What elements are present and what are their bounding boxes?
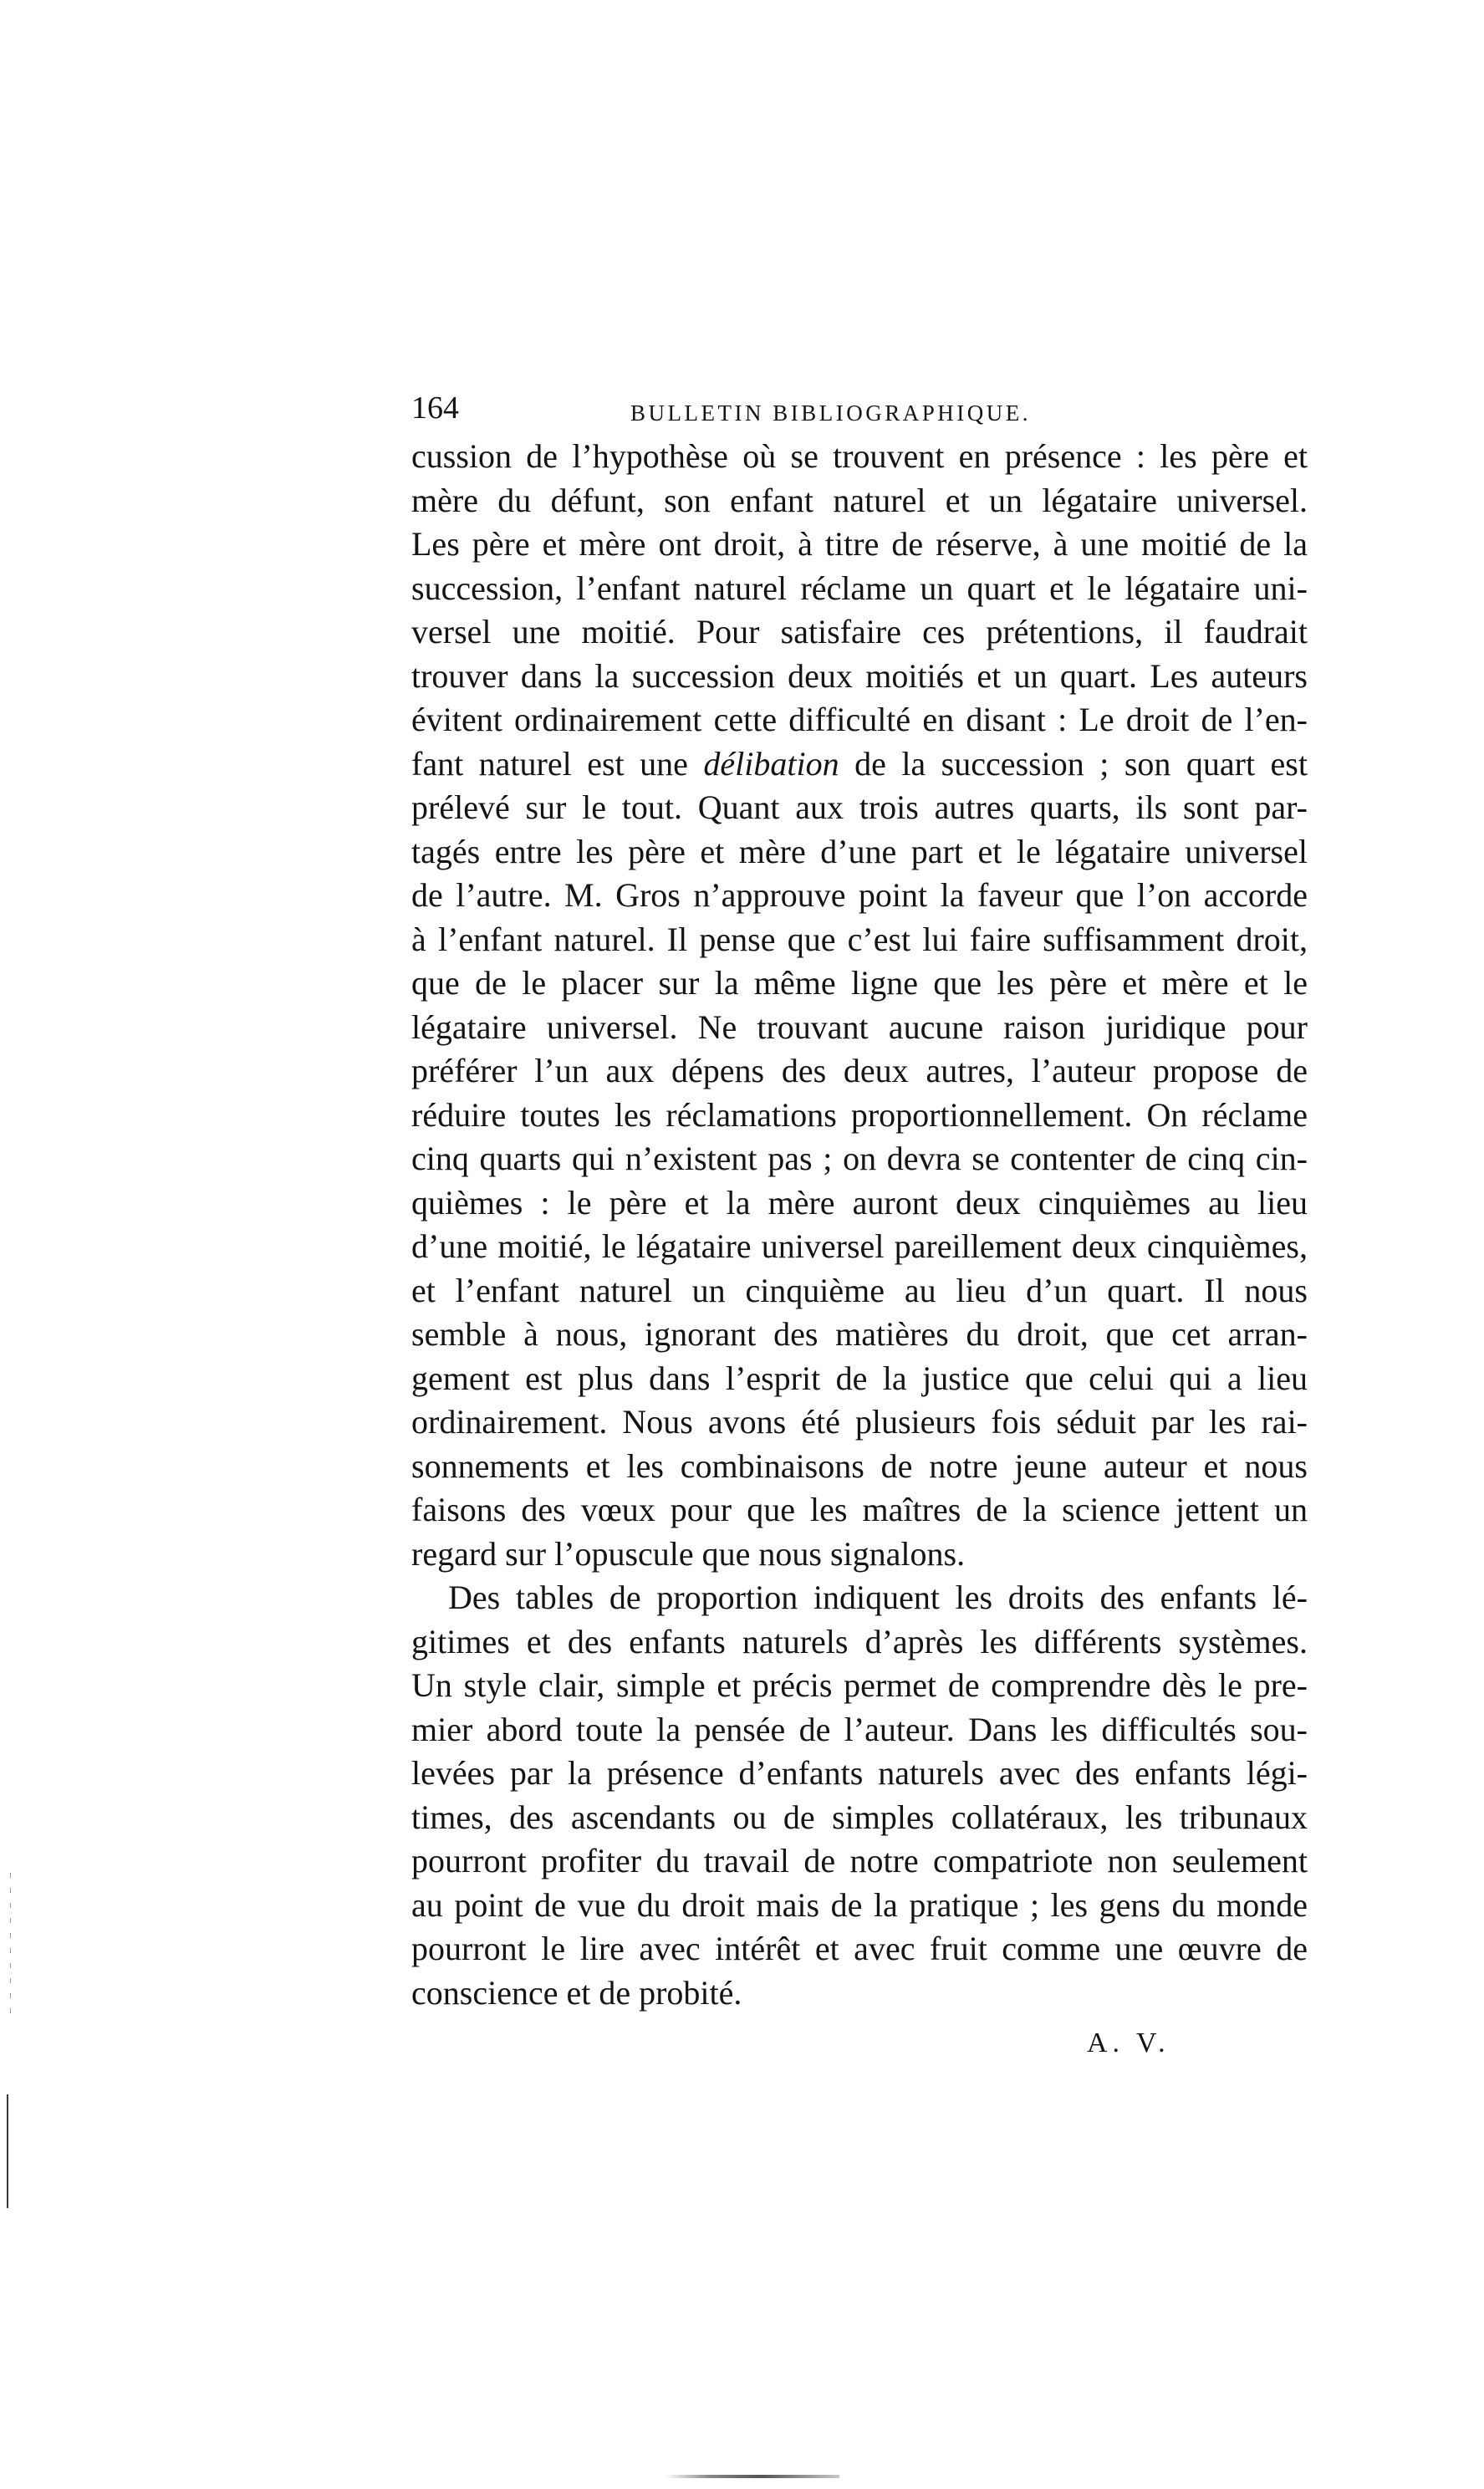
text-line: gement est plus dans l’esprit de la justice que celui qui a lieu — [411, 1359, 1308, 1397]
text-line: semble à nous, ignorant des matières du droit, que cet arran- — [411, 1315, 1308, 1353]
text-line: légataire universel. Ne trouvant aucune raison juridique pour — [411, 1007, 1308, 1046]
text-line: pourront profiter du travail de notre compatriote non seulement — [411, 1842, 1308, 1880]
text-line: trouver dans la succession deux moitiés et un quart. Les auteurs — [411, 656, 1308, 695]
text-line: et l’enfant naturel un cinquième au lieu d’un quart. Il nous — [411, 1271, 1308, 1309]
text-line: Un style clair, simple et précis permet de comprendre dès le pre- — [411, 1666, 1308, 1704]
text-line: préférer l’un aux dépens des deux autres, l’auteur propose de — [411, 1052, 1308, 1089]
text-line: réduire toutes les réclamations proportionnellement. On réclame — [411, 1095, 1308, 1134]
text-line: au point de vue du droit mais de la pratique ; les gens du monde — [411, 1885, 1308, 1924]
text-line: mier abord toute la pensée de l’auteur. Dans les difficultés sou- — [411, 1710, 1308, 1748]
text-line: Des tables de proportion indiquent les droits des enfants lé- — [448, 1579, 1308, 1616]
text-line: gitimes et des enfants naturels d’après les différents systèmes. — [411, 1622, 1308, 1660]
paragraph-1 — [411, 435, 1308, 1576]
page-header — [411, 383, 1308, 433]
page-number: 164 — [411, 390, 459, 426]
running-head: BULLETIN BIBLIOGRAPHIQUE. — [630, 400, 1031, 426]
text-line: évitent ordinairement cette difficulté en disant : Le droit de l’en- — [411, 701, 1308, 738]
text-line: pourront le lire avec intérêt et avec fruit comme une œuvre de — [411, 1930, 1308, 1967]
text-line: versel une moitié. Pour satisfaire ces prétentions, il faudrait — [411, 613, 1308, 650]
text-line: conscience et de probité. — [411, 1973, 742, 2012]
text-line: que de le placer sur la même ligne que les père et mère et le — [411, 964, 1308, 1002]
text-line: regard sur l’opuscule que nous signalons. — [411, 1534, 966, 1573]
text-line: cussion de l’hypothèse où se trouvent en présence : les père et — [411, 437, 1308, 475]
paragraph-2 — [411, 1576, 1308, 2015]
text-line: faisons des vœux pour que les maîtres de la science jettent un — [411, 1491, 1308, 1528]
text-line: quièmes : le père et la mère auront deux cinquièmes au lieu — [411, 1183, 1308, 1222]
text-line: sonnements et les combinaisons de notre jeune auteur et nous — [411, 1446, 1308, 1485]
text-line: levées par la présence d’enfants naturels avec des enfants légi- — [411, 1754, 1308, 1792]
left-edge-scan-dots — [10, 1873, 11, 2023]
text-line: succession, l’enfant naturel réclame un quart et le légataire uni- — [411, 569, 1308, 607]
text-line: d’une moitié, le légataire universel pareillement deux cinquièmes, — [411, 1227, 1308, 1265]
signature: A. V. — [1087, 2027, 1170, 2058]
text-line: tagés entre les père et mère d’une part et le légataire universel — [411, 832, 1308, 870]
text-line: Les père et mère ont droit, à titre de réserve, à une moitié de la — [411, 525, 1308, 563]
text-line: de l’autre. M. Gros n’approuve point la faveur que l’on accorde — [411, 876, 1308, 914]
text-line: fant naturel est une délibation de la succession ; son quart est — [411, 744, 1308, 783]
text-line: à l’enfant naturel. Il pense que c’est lui faire suffisamment droit, — [411, 920, 1308, 958]
body-text — [411, 435, 1308, 2015]
text-line: ordinairement. Nous avons été plusieurs fois séduit par les rai- — [411, 1403, 1308, 1441]
text-line: times, des ascendants ou de simples collatéraux, les tribunaux — [411, 1798, 1308, 1836]
text-line: mère du défunt, son enfant naturel et un légataire universel. — [411, 481, 1308, 519]
left-edge-scan-mark — [7, 2094, 8, 2208]
text-line: prélevé sur le tout. Quant aux trois autres quarts, ils sont par- — [411, 788, 1308, 826]
text-line: cinq quarts qui n’existent pas ; on devra se contenter de cinq cin- — [411, 1140, 1308, 1177]
bottom-scan-smudge — [666, 2475, 839, 2478]
